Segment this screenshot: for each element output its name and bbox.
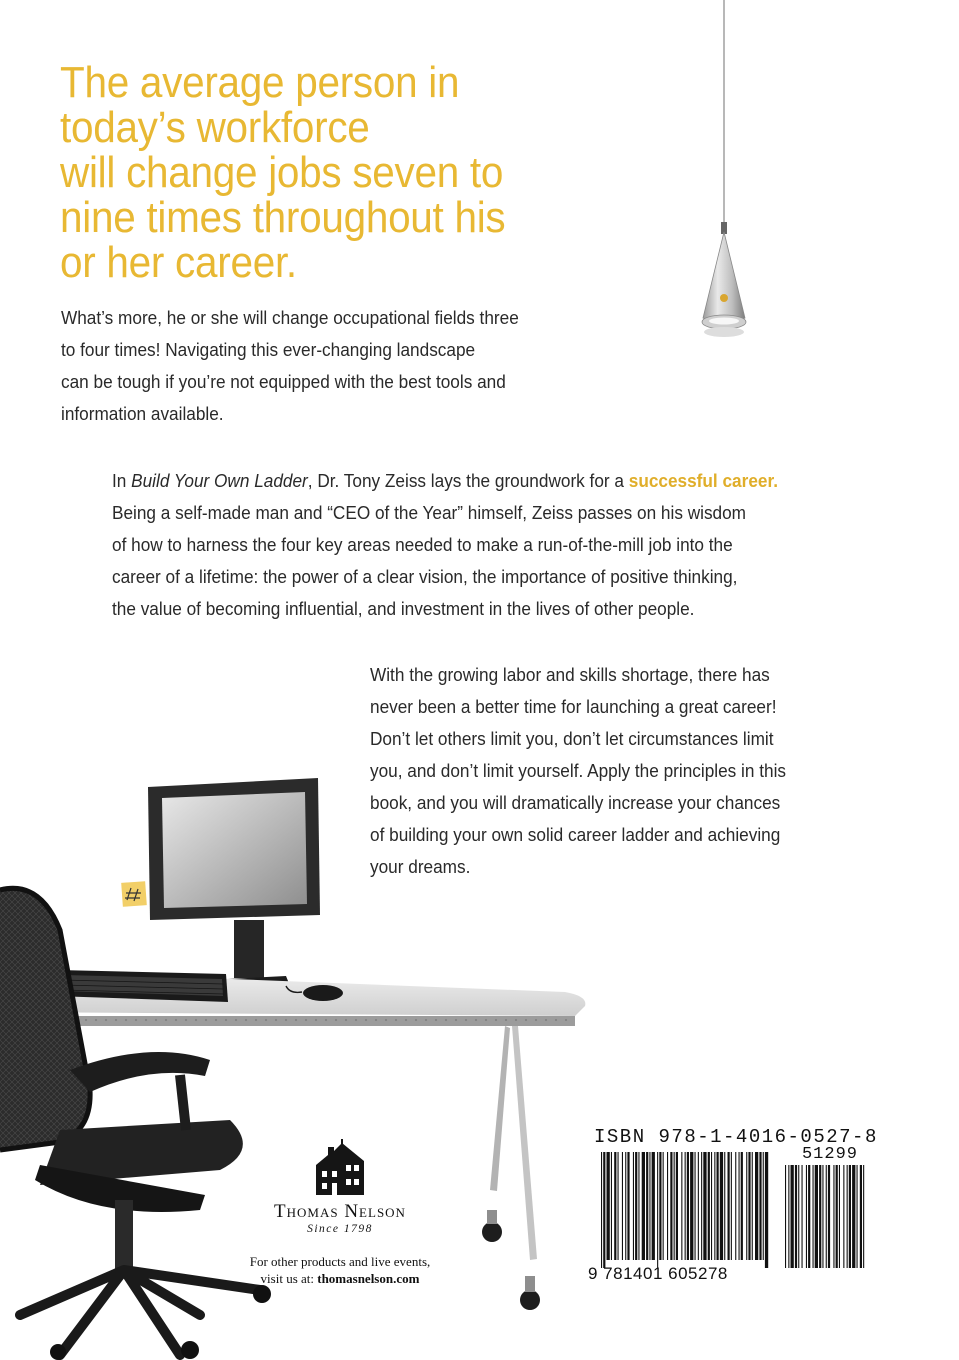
intro-line: What’s more, he or she will change occupational fields three: [61, 307, 519, 328]
barcode-bar: [625, 1152, 626, 1260]
publisher-since: Since 1798: [307, 1223, 373, 1235]
headline-line: today’s workforce: [60, 103, 370, 152]
publisher-name: Thomas Nelson: [274, 1201, 406, 1222]
headline-line: The average person in: [60, 58, 460, 107]
barcode-bar: [849, 1165, 851, 1268]
barcode-bar: [657, 1152, 658, 1268]
barcode-bar: [735, 1152, 736, 1260]
barcode-bar: [833, 1165, 834, 1268]
intro-line: can be tough if you’re not equipped with the best tools and: [61, 371, 506, 392]
headline: [60, 60, 538, 285]
barcode-bar: [819, 1165, 821, 1268]
publisher-url: thomasnelson.com: [317, 1271, 420, 1286]
barcode-bar: [633, 1152, 634, 1260]
barcode-bar: [863, 1165, 864, 1268]
barcode-bar: [763, 1152, 764, 1260]
pendant-lamp-image: [690, 0, 760, 345]
barcode-bar: [690, 1152, 693, 1260]
barcode-bar: [815, 1165, 818, 1268]
headline-line: or her career.: [60, 238, 297, 287]
barcode-bar: [649, 1152, 650, 1260]
barcode-bar: [765, 1152, 768, 1268]
barcode-bar: [808, 1165, 810, 1268]
publisher-note: [230, 1253, 450, 1287]
barcode-bar: [759, 1152, 761, 1260]
headline-line: will change jobs seven to: [60, 148, 504, 197]
barcode-bar: [701, 1152, 702, 1260]
barcode-bar: [826, 1165, 827, 1268]
barcode-bar: [795, 1165, 797, 1268]
barcode-bar: [603, 1152, 605, 1268]
isbn-barcode: [600, 1152, 770, 1268]
barcode-bar: [638, 1152, 639, 1260]
closing-line: With the growing labor and skills shortage, there has: [370, 664, 770, 685]
headline-line: nine times throughout his: [60, 193, 506, 242]
barcode-bar: [836, 1165, 838, 1268]
barcode-bar: [627, 1152, 629, 1260]
barcode-bar: [695, 1152, 696, 1260]
intro-line: to four times! Navigating this ever-changing landscape: [61, 339, 476, 360]
summary-line: career of a lifetime: the power of a clear vision, the importance of positive thinking,: [112, 566, 738, 587]
barcode-bar: [748, 1152, 750, 1260]
intro-paragraph: [61, 302, 582, 430]
barcode-bar: [788, 1165, 789, 1268]
summary-line: Being a self-made man and “CEO of the Year” himself, Zeiss passes on his wisdom: [112, 502, 747, 523]
barcode-bar: [674, 1152, 675, 1260]
barcode-bar: [720, 1152, 723, 1260]
barcode-bar: [802, 1165, 803, 1268]
barcode-bar: [635, 1152, 637, 1260]
summary-middle: , Dr. Tony Zeiss lays the groundwork for a: [307, 470, 629, 491]
closing-line: you, and don’t limit yourself. Apply the principles in this: [370, 760, 787, 781]
barcode-bar: [813, 1165, 814, 1268]
barcode-bar: [652, 1152, 655, 1260]
barcode-bar: [642, 1152, 645, 1260]
barcode-bar: [806, 1165, 807, 1268]
barcode-bar: [822, 1165, 823, 1268]
barcode-bar: [847, 1165, 848, 1268]
house-logo-icon: [308, 1135, 372, 1199]
barcode-bar: [622, 1152, 623, 1260]
barcode-bar: [728, 1152, 730, 1260]
closing-line: Don’t let others limit you, don’t let circumstances limit: [370, 728, 774, 749]
barcode-bar: [711, 1152, 712, 1260]
barcode-bar: [714, 1152, 715, 1260]
closing-line: book, and you will dramatically increase your chances: [370, 792, 781, 813]
summary-line-first: [112, 465, 819, 497]
barcode-bar: [681, 1152, 682, 1260]
barcode-bar: [752, 1152, 753, 1260]
barcode-bar: [611, 1152, 612, 1260]
barcode-bar: [646, 1152, 648, 1260]
barcode-bar: [708, 1152, 710, 1260]
barcode-bar: [828, 1165, 830, 1268]
publisher-note-prefix: visit us at:: [260, 1271, 318, 1286]
barcode-bar: [843, 1165, 844, 1268]
barcode-bar: [659, 1152, 661, 1260]
intro-line: information available.: [61, 403, 224, 424]
barcode-bar: [685, 1152, 686, 1260]
barcode-bar: [839, 1165, 840, 1268]
barcode-bar: [746, 1152, 747, 1260]
closing-line: your dreams.: [370, 856, 471, 877]
barcode-bar: [698, 1152, 699, 1260]
book-title: Build Your Own Ladder: [131, 470, 308, 491]
barcode-bar: [607, 1152, 610, 1260]
barcode-bar: [798, 1165, 799, 1268]
summary-paragraph: [112, 465, 819, 625]
barcode-bar: [860, 1165, 862, 1268]
ean-digits: 9 781401 605278: [588, 1264, 728, 1283]
barcode-bar: [670, 1152, 672, 1260]
publisher-logo: [230, 1135, 450, 1287]
barcode-bar: [703, 1152, 706, 1260]
barcode-bar: [857, 1165, 858, 1268]
barcode-bar: [618, 1152, 619, 1260]
barcode-bar: [741, 1152, 743, 1260]
summary-line: of how to harness the four key areas needed to make a run-of-the-mill job into the: [112, 534, 733, 555]
publisher-note-line: [230, 1270, 450, 1287]
price-addon-barcode: [784, 1165, 868, 1268]
barcode-bar: [731, 1152, 732, 1260]
summary-prefix: In: [112, 470, 132, 491]
barcode-bar: [687, 1152, 689, 1260]
closing-line: never been a better time for launching a great career!: [370, 696, 777, 717]
barcode-bar: [663, 1152, 664, 1260]
barcode-bar: [852, 1165, 855, 1268]
publisher-note-line: For other products and live events,: [249, 1254, 431, 1269]
price-code: 51299: [801, 1145, 858, 1164]
barcode-bar: [676, 1152, 678, 1260]
barcode-bar: [791, 1165, 794, 1268]
highlight-phrase: successful career.: [628, 470, 778, 491]
barcode-bar: [667, 1152, 668, 1260]
isbn-label: ISBN 978-1-4016-0527-8: [594, 1126, 878, 1148]
summary-line: the value of becoming influential, and investment in the lives of other people.: [112, 598, 695, 619]
barcode-bar: [724, 1152, 725, 1260]
barcode-bar: [601, 1152, 602, 1268]
barcode-bar: [717, 1152, 719, 1260]
barcode-bar: [614, 1152, 616, 1260]
barcode-bar: [785, 1165, 786, 1268]
barcode-bar: [739, 1152, 740, 1260]
closing-line: of building your own solid career ladder and achieving: [370, 824, 781, 845]
barcode-bar: [755, 1152, 758, 1260]
